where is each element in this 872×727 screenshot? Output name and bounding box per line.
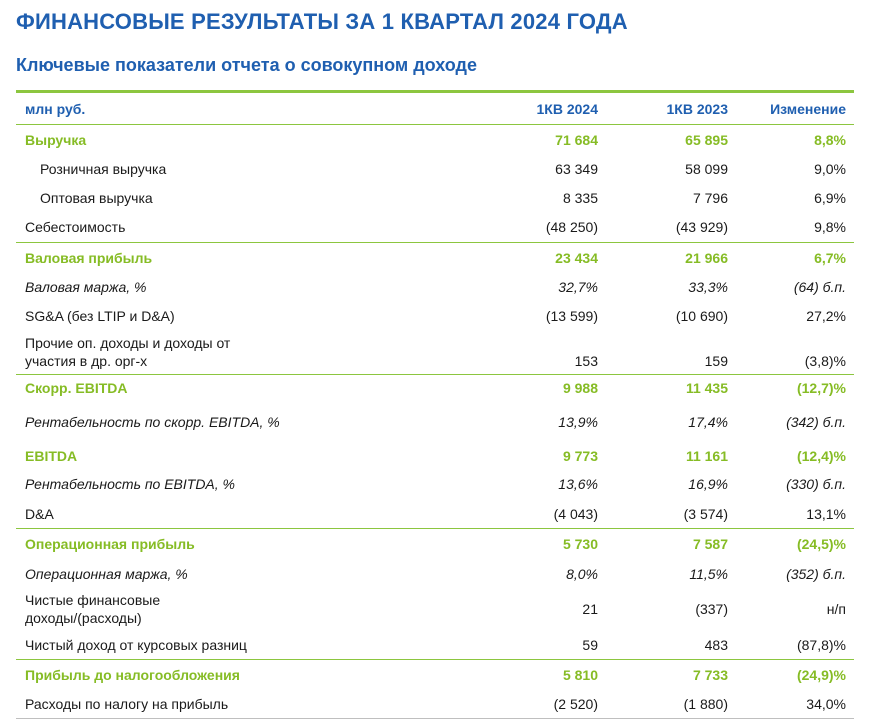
row-value-2023: 33,3% [688, 278, 728, 295]
table-row-sga [16, 301, 854, 330]
row-value-change: (24,9)% [796, 667, 846, 683]
row-value-2024: 23 434 [555, 249, 598, 266]
row-value-change: (87,8)% [796, 636, 846, 653]
table-row-da [16, 499, 854, 529]
row-value-change: (3,8)% [804, 353, 846, 369]
row-value-change: 9,8% [814, 219, 846, 235]
table-row-gross-profit [16, 243, 854, 272]
page-title: ФИНАНСОВЫЕ РЕЗУЛЬТАТЫ ЗА 1 КВАРТАЛ 2024 ГОДА [16, 9, 628, 34]
table-row-wholesale-revenue [16, 183, 854, 212]
row-value-2024: (13 599) [545, 307, 598, 324]
row-value-2024: 71 684 [555, 131, 598, 148]
table-row-ebitda [16, 443, 854, 469]
table-row-revenue [16, 125, 854, 154]
row-label: Чистый доход от курсовых разниц [25, 636, 247, 653]
row-value-change: (12,7)% [796, 379, 846, 396]
row-value-2024: 13,6% [558, 476, 598, 492]
row-value-2024: 21 [582, 601, 598, 617]
row-label: Скорр. EBITDA [25, 379, 128, 396]
row-value-2023: (43 929) [675, 219, 728, 235]
row-label: Расходы по налогу на прибыль [25, 696, 229, 712]
row-value-change: 6,7% [814, 249, 846, 266]
row-value-2024: 63 349 [555, 160, 598, 177]
row-value-change: 13,1% [806, 505, 846, 522]
row-value-change: (330) б.п. [786, 476, 846, 492]
table-row-operating-profit [16, 529, 854, 559]
row-value-change: (24,5)% [796, 536, 846, 552]
row-value-2023: 21 966 [685, 249, 728, 266]
page-subtitle: Ключевые показатели отчета о совокупном доходе [16, 55, 477, 75]
row-label: Валовая маржа, % [25, 278, 147, 295]
row-value-2023: 11,5% [689, 565, 728, 582]
row-value-2024: (48 250) [545, 219, 598, 235]
col-header-2024: 1КВ 2024 [536, 100, 598, 117]
row-value-2023: (1 880) [683, 696, 728, 712]
unit-header: млн руб. [25, 100, 86, 117]
table-row-retail-revenue [16, 154, 854, 183]
row-label: Выручка [25, 131, 87, 148]
row-value-2024: 5 810 [562, 667, 598, 683]
row-value-2023: (3 574) [683, 505, 728, 522]
row-label: Операционная прибыль [25, 536, 195, 552]
col-header-change: Изменение [770, 100, 846, 117]
table-row-other-income [16, 330, 854, 375]
table-row-profit-before-tax [16, 660, 854, 690]
row-value-change: (352) б.п. [786, 565, 846, 582]
table-row-gross-margin [16, 272, 854, 301]
row-value-2024: (2 520) [553, 696, 598, 712]
row-value-2024: (4 043) [553, 505, 598, 522]
row-value-2024: 8 335 [562, 189, 598, 206]
row-value-change: 9,0% [814, 160, 846, 177]
table-row-operating-margin [16, 559, 854, 588]
row-label: Операционная маржа, % [25, 565, 188, 582]
row-value-2023: 7 796 [692, 189, 728, 206]
row-label: D&A [25, 505, 54, 522]
row-value-2024: 59 [582, 636, 598, 653]
row-value-2023: 159 [704, 353, 728, 369]
table-row-fx-income [16, 630, 854, 660]
row-value-2023: 16,9% [688, 476, 728, 492]
table-row-adj-ebitda [16, 375, 854, 400]
row-value-2023: 65 895 [685, 131, 728, 148]
col-header-2023: 1КВ 2023 [666, 100, 728, 117]
row-value-change: 34,0% [806, 696, 846, 712]
row-value-2023: (337) [695, 601, 728, 617]
table-row-adj-ebitda-margin [16, 400, 854, 443]
row-value-2024: 9 773 [562, 448, 598, 464]
row-value-change: н/п [826, 601, 846, 617]
row-value-2024: 9 988 [562, 379, 598, 396]
row-value-2024: 153 [574, 353, 598, 369]
table-header-row [16, 93, 854, 125]
row-value-2023: 11 161 [685, 448, 728, 464]
table-row-income-tax [16, 690, 854, 719]
row-label: Прибыль до налогообложения [25, 667, 240, 683]
row-value-2024: 5 730 [562, 536, 598, 552]
row-value-change: 8,8% [814, 131, 846, 148]
row-value-2023: 17,4% [688, 413, 728, 430]
row-label: Валовая прибыль [25, 249, 153, 266]
row-label: Оптовая выручка [40, 189, 153, 206]
row-value-2024: 32,7% [558, 278, 598, 295]
row-value-2023: 483 [704, 636, 728, 653]
table-row-ebitda-margin [16, 469, 854, 499]
row-label: Рентабельность по скорр. EBITDA, % [25, 413, 280, 430]
income-statement-table [16, 93, 854, 719]
row-value-2023: (10 690) [675, 307, 728, 324]
row-label: Себестоимость [25, 219, 126, 235]
row-value-change: (12,4)% [796, 448, 846, 464]
row-value-2023: 11 435 [685, 379, 728, 396]
row-label: Прочие оп. доходы и доходы от участия в др. орг-х [25, 335, 231, 369]
row-value-2024: 8,0% [566, 565, 598, 582]
row-label: Розничная выручка [40, 160, 167, 177]
row-value-change: (342) б.п. [786, 413, 846, 430]
row-value-change: (64) б.п. [793, 278, 846, 295]
row-label: Чистые финансовые доходы/(расходы) [25, 592, 161, 626]
row-label: SG&A (без LTIP и D&A) [25, 307, 175, 324]
row-value-2023: 7 587 [692, 536, 728, 552]
table-row-net-finance [16, 588, 854, 630]
row-label: Рентабельность по EBITDA, % [25, 476, 235, 492]
row-value-change: 27,2% [806, 307, 846, 324]
row-value-2023: 58 099 [685, 160, 728, 177]
table-row-cost-of-sales [16, 212, 854, 243]
row-value-change: 6,9% [814, 189, 846, 206]
row-value-2023: 7 733 [692, 667, 728, 683]
row-label: EBITDA [25, 448, 78, 464]
row-value-2024: 13,9% [558, 413, 598, 430]
